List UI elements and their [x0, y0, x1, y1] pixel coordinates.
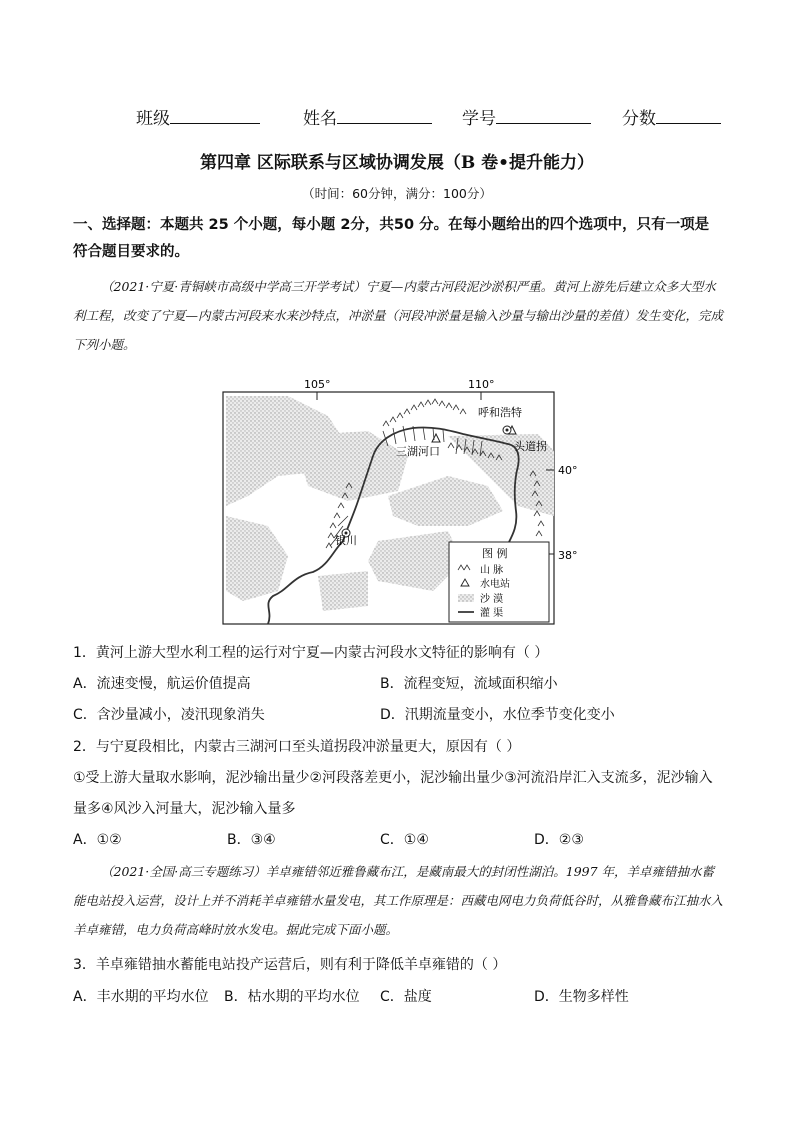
- question-1-stem: 1．黄河上游大型水利工程的运行对宁夏—内蒙古河段水文特征的影响有（ ）: [73, 645, 549, 661]
- passage-2: （2021·全国·高三专题练习）羊卓雍错邻近雅鲁藏布江，是藏南最大的封闭性湖泊。1997 年，羊卓雍错抽水蓄能电站投入运营，设计上并不消耗羊卓雍错水量发电，其工作原理是：西藏电网电力负荷低谷时，从雅鲁藏布江抽水入羊卓雍错，电力负荷高峰时放水发电。据此完成下面小题。: [73, 864, 724, 937]
- section-heading: 一、选择题：本题共 25 个小题，每小题 2分，共50 分。在每小题给出的四个选项中，只有一项是符合题目要求的。: [73, 217, 710, 260]
- legend-title: 图 例: [482, 547, 508, 560]
- q1-option-a[interactable]: A．流速变慢，航运价值提高: [73, 676, 251, 692]
- student-id-label: 学号: [462, 109, 496, 129]
- q3-option-b[interactable]: B．枯水期的平均水位: [224, 989, 360, 1005]
- map-figure: [218, 376, 578, 628]
- map-legend: [449, 542, 549, 622]
- question-3-stem: 3．羊卓雍错抽水蓄能电站投产运营后，则有利于降低羊卓雍错的（ ）: [73, 957, 507, 973]
- q2-option-a[interactable]: A．①②: [73, 832, 122, 848]
- q2-option-c[interactable]: C．①④: [380, 832, 429, 848]
- lon-label-105: 105°: [304, 378, 331, 391]
- score-blank[interactable]: [656, 107, 721, 124]
- student-id-field: [462, 104, 591, 129]
- score-label: 分数: [622, 109, 656, 129]
- legend-canal: 灌 渠: [480, 608, 504, 619]
- name-label: 姓名: [303, 109, 337, 129]
- q2-option-b[interactable]: B．③④: [227, 832, 276, 848]
- class-blank[interactable]: [170, 107, 260, 124]
- lat-label-40: 40°: [558, 464, 578, 477]
- exam-info: （时间：60分钟，满分：100分）: [302, 186, 492, 201]
- label-sanhuhekou: 三湖河口: [396, 445, 440, 458]
- legend-mountain: 山 脉: [480, 565, 504, 576]
- name-field: [303, 104, 432, 129]
- q3-option-d[interactable]: D．生物多样性: [534, 989, 629, 1005]
- q3-option-c[interactable]: C．盐度: [380, 989, 432, 1005]
- label-yinchuan: 银川: [335, 534, 357, 547]
- q1-option-d[interactable]: D．汛期流量变小，水位季节变化变小: [380, 707, 615, 723]
- name-blank[interactable]: [337, 107, 432, 124]
- score-field: [622, 104, 721, 129]
- q1-option-b[interactable]: B．流程变短，流域面积缩小: [380, 676, 558, 692]
- label-hohhot: 呼和浩特: [478, 406, 522, 419]
- class-field: [136, 104, 260, 129]
- q1-option-c[interactable]: C．含沙量减小，凌汛现象消失: [73, 707, 265, 723]
- passage-1: （2021·宁夏·青铜峡市高级中学高三开学考试）宁夏—内蒙古河段泥沙淤积严重。黄河上游先后建立众多大型水利工程，改变了宁夏—内蒙古河段来水来沙特点，冲淤量（河段冲淤量是输入沙量与输出沙量的差值）发生变化，完成下列小题。: [73, 279, 724, 352]
- lon-label-110: 110°: [468, 378, 495, 391]
- question-2-statements-line1: ①受上游大量取水影响，泥沙输出量少②河段落差更小，泥沙输出量少③河流沿岸汇入支流多，泥沙输入: [73, 770, 713, 786]
- lat-label-38: 38°: [558, 549, 578, 562]
- class-label: 班级: [136, 109, 170, 129]
- page-title: 第四章 区际联系与区域协调发展（B 卷•提升能力）: [199, 153, 595, 173]
- legend-desert-icon: [458, 594, 474, 602]
- q2-option-d[interactable]: D．②③: [534, 832, 584, 848]
- label-toudaoguai: 头道拐: [514, 440, 547, 453]
- student-id-blank[interactable]: [496, 107, 591, 124]
- question-2-stem: 2．与宁夏段相比，内蒙古三湖河口至头道拐段冲淤量更大，原因有（ ）: [73, 739, 521, 755]
- question-2-statements-line2: 量多④风沙入河量大，泥沙输入量多: [73, 801, 296, 817]
- q3-option-a[interactable]: A．丰水期的平均水位: [73, 989, 209, 1005]
- legend-desert: 沙 漠: [480, 594, 504, 605]
- legend-station: 水电站: [480, 579, 510, 590]
